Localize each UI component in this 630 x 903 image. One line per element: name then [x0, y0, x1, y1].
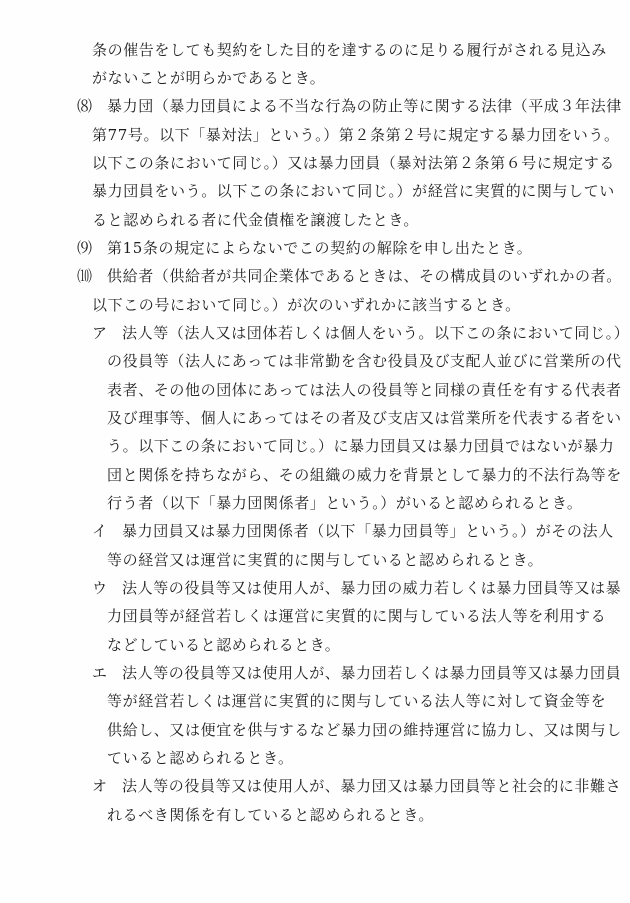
- item-10-first-line: [77, 266, 622, 286]
- sub-item-text: 法人等の役員等又は使用人が、暴力団の威力若しくは暴力団員等又は暴: [122, 579, 622, 597]
- body-line: 行う者（以下「暴力団関係者」という。）がいると認められるとき。: [107, 494, 583, 512]
- sub-item-text: 暴力団員又は暴力団関係者（以下「暴力団員等」という。）がその法人: [122, 522, 614, 540]
- sub-item-label: イ: [92, 522, 108, 540]
- item-number: ⑻: [77, 97, 93, 115]
- sub-item-i-first-line: [92, 521, 614, 541]
- item-number: ⑼: [77, 239, 93, 257]
- body-line: がないことが明らかであるとき。: [92, 69, 326, 87]
- item-text: 暴力団（暴力団員による不当な行為の防止等に関する法律（平成３年法律: [107, 97, 622, 115]
- body-line: 及び理事等、個人にあってはその者及び支店又は営業所を代表する者をい: [107, 409, 622, 427]
- sub-item-o-first-line: [92, 776, 621, 796]
- body-line: 第77号。以下「暴対法」という。）第２条第２号に規定する暴力団をいう。: [92, 126, 620, 144]
- item-9-first-line: [77, 238, 532, 258]
- sub-item-label: オ: [92, 777, 108, 795]
- body-line: 団と関係を持ちながら、その組織の威力を背景として暴力的不法行為等を: [107, 466, 622, 484]
- body-line: れるべき関係を有していると認められるとき。: [107, 806, 435, 824]
- body-line: 条の催告をしても契約をした目的を達するのに足りる履行がされる見込み: [92, 41, 607, 59]
- body-line: ると認められる者に代金債権を譲渡したとき。: [92, 211, 420, 229]
- body-line: の役員等（法人にあっては非常勤を含む役員及び支配人並びに営業所の代: [107, 352, 622, 370]
- sub-item-e-first-line: [92, 663, 621, 683]
- sub-item-text: 法人等（法人又は団体若しくは個人をいう。以下この条において同じ。）: [122, 324, 630, 342]
- sub-item-u-first-line: [92, 578, 621, 598]
- body-line: などしていると認められるとき。: [107, 636, 341, 654]
- sub-item-label: エ: [92, 664, 108, 682]
- item-text: 第15条の規定によらないでこの契約の解除を申し出たとき。: [107, 239, 533, 257]
- body-line: 暴力団員をいう。以下この条において同じ。）が経営に実質的に関与してい: [92, 182, 615, 200]
- sub-item-a-first-line: [92, 323, 629, 343]
- item-number: ⑽: [77, 267, 93, 285]
- sub-item-text: 法人等の役員等又は使用人が、暴力団又は暴力団員等と社会的に非難さ: [122, 777, 622, 795]
- body-line: 等の経営又は運営に実質的に関与していると認められるとき。: [107, 551, 544, 569]
- body-line: 力団員等が経営若しくは運営に実質的に関与している法人等を利用する: [107, 607, 607, 625]
- body-line: う。以下この条において同じ。）に暴力団員又は暴力団員ではないが暴力: [107, 437, 615, 455]
- sub-item-text: 法人等の役員等又は使用人が、暴力団若しくは暴力団員等又は暴力団員: [122, 664, 622, 682]
- body-line: 等が経営若しくは運営に実質的に関与している法人等に対して資金等を: [107, 692, 607, 710]
- body-line: 表者、その他の団体にあっては法人の役員等と同様の責任を有する代表者: [107, 381, 622, 399]
- body-line: 以下この条において同じ。）又は暴力団員（暴対法第２条第６号に規定する: [92, 154, 615, 172]
- body-line: 供給し、又は便宜を供与するなど暴力団の維持運営に協力し、又は関与し: [107, 721, 622, 739]
- sub-item-label: ウ: [92, 579, 108, 597]
- body-line: 以下この号において同じ。）が次のいずれかに該当するとき。: [92, 296, 521, 314]
- item-8-first-line: [77, 96, 622, 116]
- body-line: ていると認められるとき。: [107, 749, 294, 767]
- sub-item-label: ア: [92, 324, 108, 342]
- item-text: 供給者（供給者が共同企業体であるときは、その構成員のいずれかの者。: [107, 267, 622, 285]
